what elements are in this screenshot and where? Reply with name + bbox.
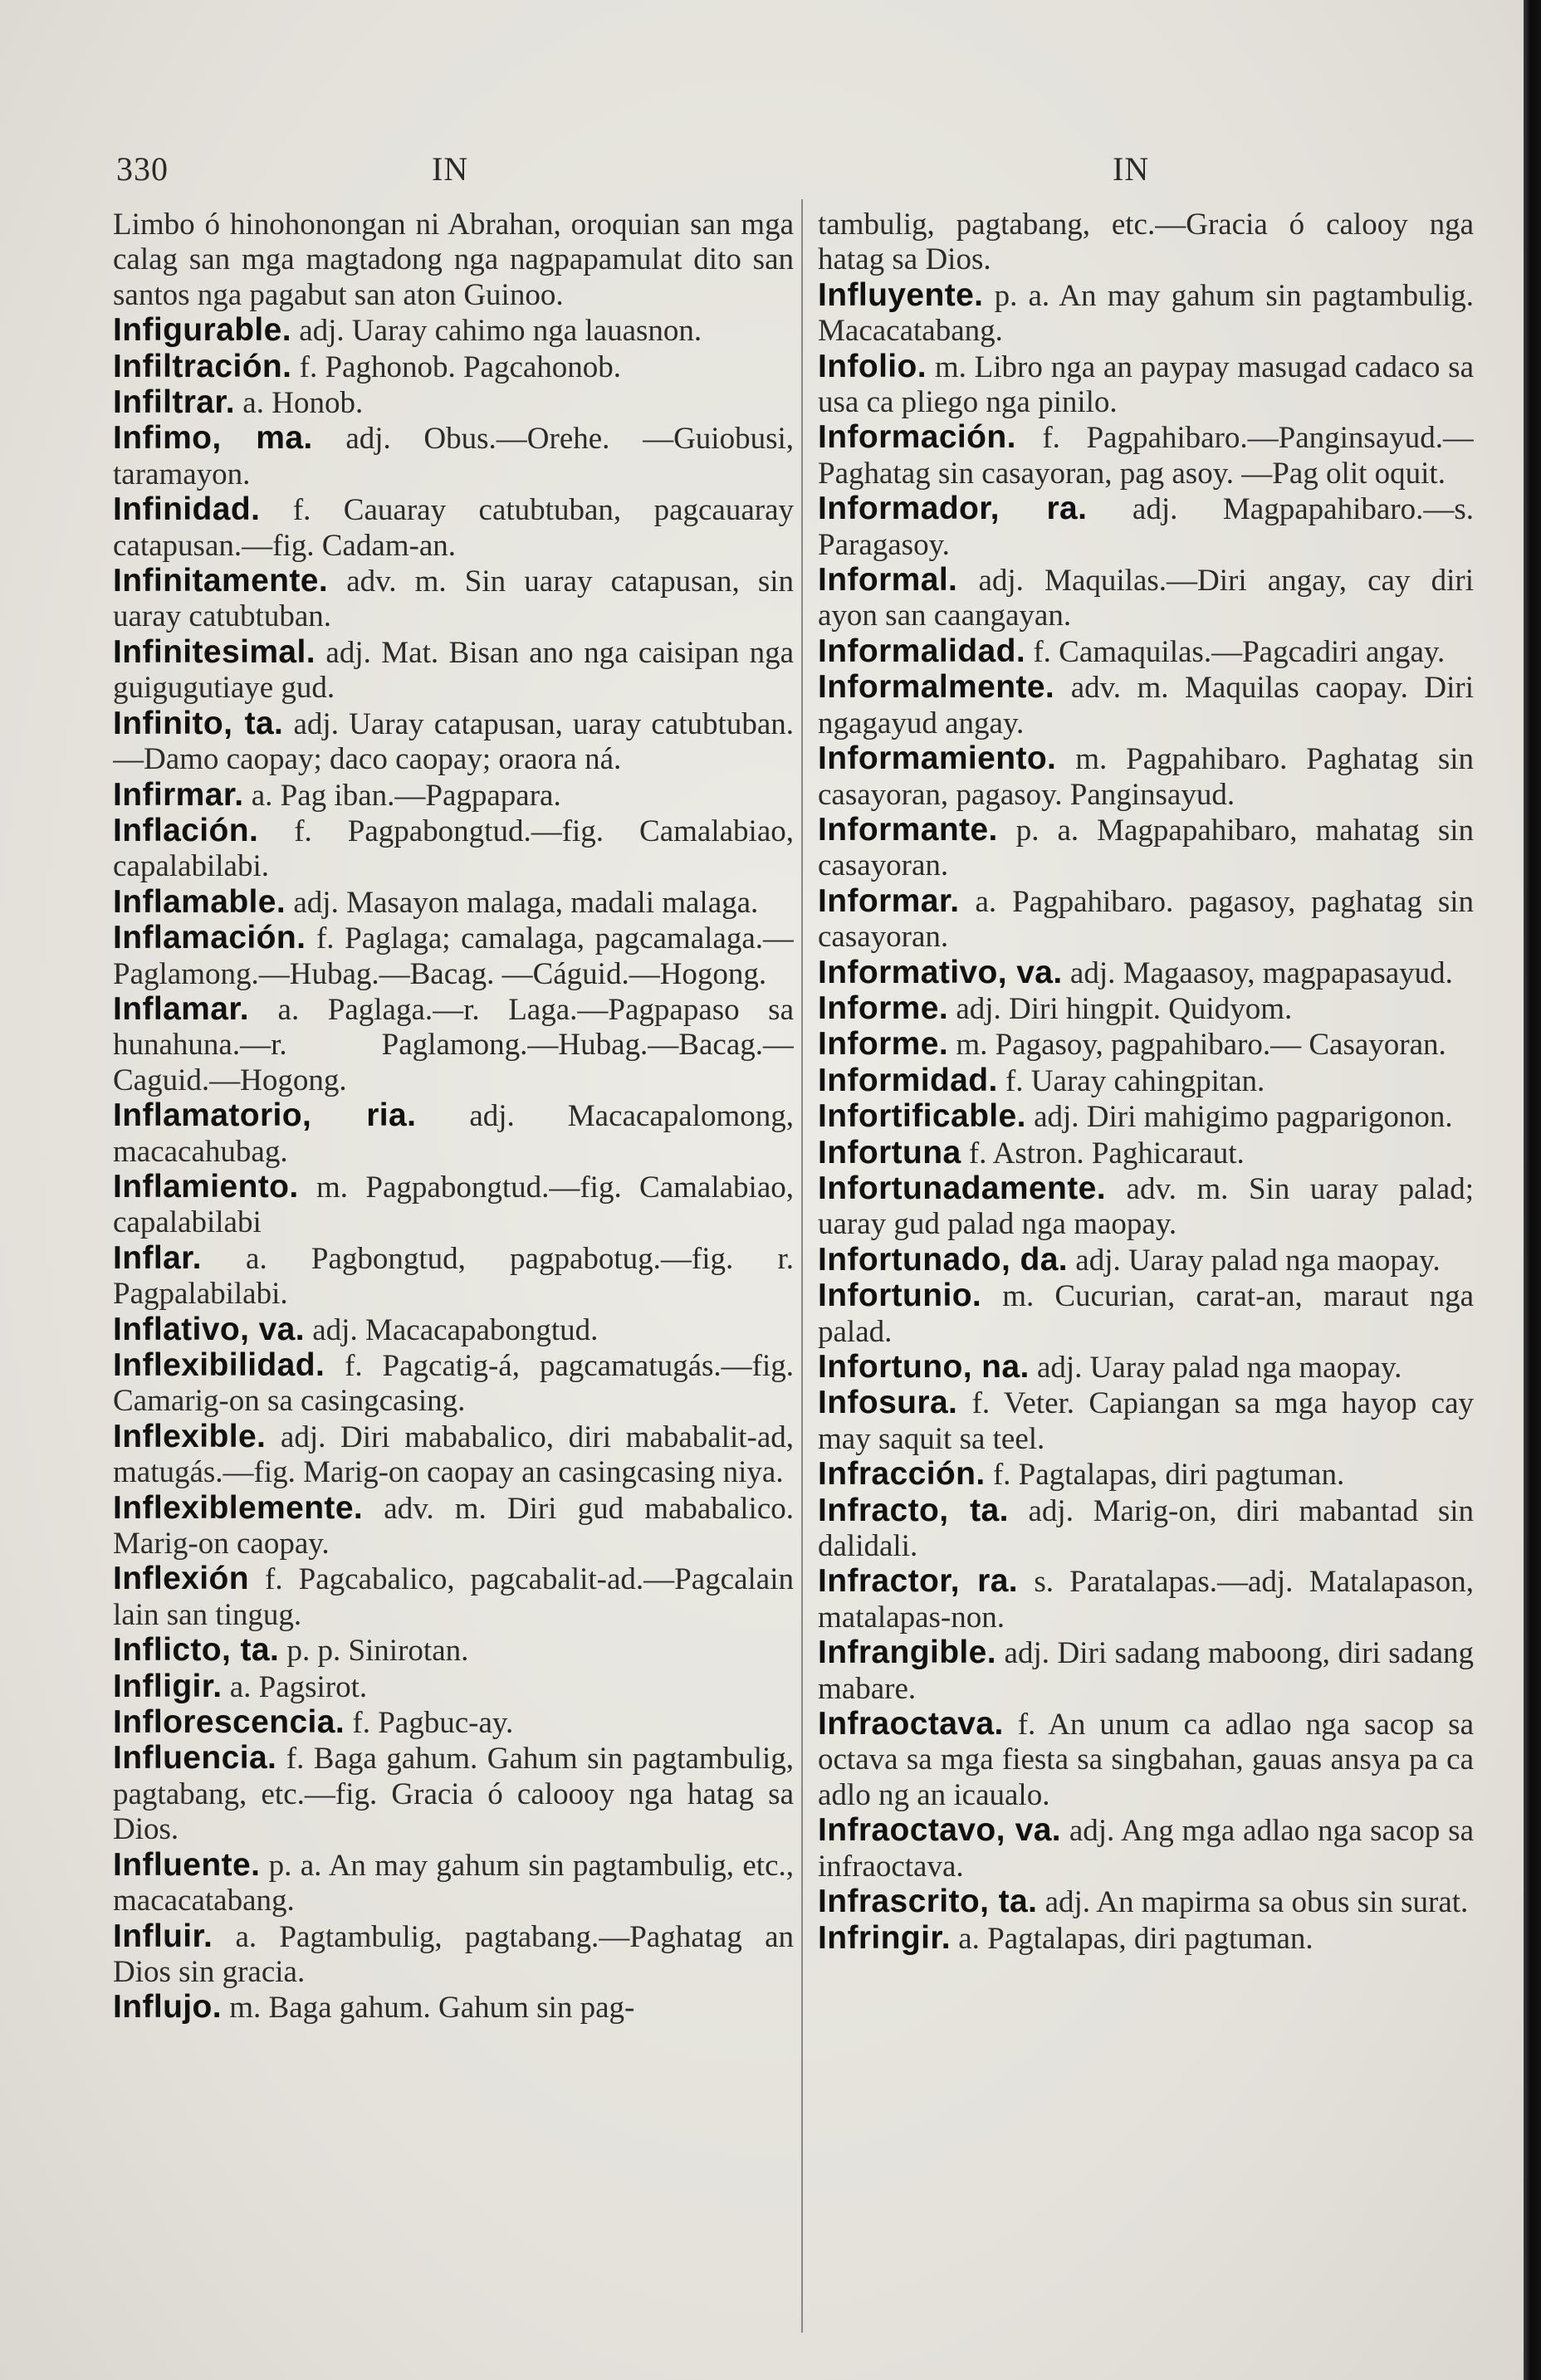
entry-definition: p. p. Sinirotan. xyxy=(286,1634,469,1669)
entry-definition: adj. Maquilas.—Diri angay, cay diri ayon san caangayan. xyxy=(818,564,1474,633)
dictionary-entry xyxy=(113,921,794,992)
entry-definition: f. Paglaga; camalaga, pagcamalaga.—Paglamong.—Hubag.—Bacag. —Cáguid.—Hogong. xyxy=(113,921,794,991)
entry-definition: f. Pagcatig-á, pagcamatugás.—fig. Camarig-on sa casingcasing. xyxy=(113,1349,794,1419)
entry-definition: adj. Mat. Bisan ano nga caisipan nga guigugutiaye gud. xyxy=(113,635,794,706)
entry-definition: f. Uaray cahingpitan. xyxy=(1005,1063,1265,1098)
entry-definition: adj. Uaray catapusan, uaray catubtuban.—Damo caopay; daco caopay; oraora ná. xyxy=(113,706,794,777)
dictionary-entry xyxy=(818,1099,1474,1135)
dictionary-entry xyxy=(113,1241,794,1312)
entry-definition: adj. Uaray palad nga maopay. xyxy=(1075,1243,1441,1278)
running-head-right: IN xyxy=(1113,150,1150,188)
dictionary-entry xyxy=(113,1705,794,1741)
dictionary-entry xyxy=(818,1813,1474,1884)
entry-definition: adj. Masayon malaga, madali malaga. xyxy=(293,885,759,920)
dictionary-entry xyxy=(113,885,794,921)
entry-headword: Inflativo, va. xyxy=(113,1311,305,1347)
entry-headword: Informativo, va. xyxy=(818,954,1063,990)
entry-definition: f. An unum ca adlao nga sacop sa octava sa mga fiesta sa singbahan, gauas ansya pa ca adlo ng an icaualo. xyxy=(818,1708,1474,1812)
entry-definition: adv. m. Sin uaray catapusan, sin uaray catubtuban. xyxy=(113,564,794,634)
entry-headword: Infigurable. xyxy=(113,312,291,349)
dictionary-entry xyxy=(113,1098,794,1170)
entry-definition: a. Paglaga.—r. Laga.—Pagpapaso sa hunahuna.—r. Paglamong.—Hubag.—Bacag.—Caguid.—Hogong. xyxy=(113,992,794,1097)
dictionary-entry xyxy=(113,313,794,349)
entry-headword: Inflamar. xyxy=(113,990,249,1027)
entry-headword: Inflamable. xyxy=(113,883,286,920)
entry-definition: p. a. An may gahum sin pagtambulig. Macacatabang. xyxy=(818,278,1474,349)
dictionary-entry xyxy=(818,634,1474,670)
entry-definition: adj. Obus.—Orehe. —Guiobusi, taramayon. xyxy=(113,422,794,491)
entry-headword: Inflamatorio, ria. xyxy=(113,1097,417,1134)
dictionary-entry xyxy=(818,1243,1474,1278)
entry-definition: adj. Macacapalomong, macacahubag. xyxy=(113,1099,794,1169)
entry-definition: a. Pagpahibaro. pagasoy, paghatag sin casayoran. xyxy=(818,884,1474,955)
entry-definition: f. Veter. Capiangan sa mga hayop cay may saquit sa teel. xyxy=(818,1386,1474,1456)
entry-headword: Inflorescencia. xyxy=(113,1704,345,1741)
entry-definition: f. Pagpahibaro.—Panginsayud.—Paghatag sin casayoran, pag asoy. —Pag olit oquit. xyxy=(818,421,1474,491)
entry-headword: Infortuno, na. xyxy=(818,1349,1030,1385)
entry-definition: adj. Diri mahigimo pagparigonon. xyxy=(1034,1100,1453,1135)
entry-headword: Informal. xyxy=(818,562,958,599)
dictionary-entry xyxy=(818,884,1474,955)
entry-definition: f. Astron. Paghicaraut. xyxy=(968,1136,1245,1170)
dictionary-entry xyxy=(113,1919,794,1991)
entry-definition: adj. Uaray cahimo nga lauasnon. xyxy=(299,314,702,349)
dictionary-entry xyxy=(113,1420,794,1491)
entry-headword: Información. xyxy=(818,419,1016,456)
entry-definition: a. Pagtambulig, pagtabang.—Paghatag an Dios sin gracia. xyxy=(113,1919,794,1989)
dictionary-entry xyxy=(818,420,1474,491)
entry-headword: Informe. xyxy=(818,990,949,1026)
entry-headword: Inflexiblemente. xyxy=(113,1489,364,1526)
dictionary-entry xyxy=(818,1564,1474,1635)
entry-definition: a. Pagbongtud, pagpabotug.—fig. r. Pagpalabilabi. xyxy=(113,1241,794,1312)
entry-headword: Influjo. xyxy=(113,1989,222,2026)
entry-headword: Influir. xyxy=(113,1918,213,1954)
dictionary-entry xyxy=(113,564,794,635)
right-column xyxy=(818,208,1474,2333)
entry-headword: Infrangible. xyxy=(818,1635,996,1671)
entry-definition: f. Paghonob. Pagcahonob. xyxy=(299,349,622,384)
entry-definition: a. Honob. xyxy=(242,386,364,421)
entry-definition: f. Pagtalapas, diri pagtuman. xyxy=(992,1458,1345,1493)
dictionary-entry xyxy=(113,492,794,564)
entry-headword: Infiltrar. xyxy=(113,384,236,421)
entry-definition: m. Libro nga an paypay masugad cadaco sa usa ca pliego nga pinilo. xyxy=(818,349,1474,420)
entry-headword: Inflexión xyxy=(113,1561,249,1597)
entry-headword: Inflación. xyxy=(113,812,259,848)
entry-headword: Infortunio. xyxy=(818,1278,982,1314)
entry-definition: a. Pagtalapas, diri pagtuman. xyxy=(958,1921,1314,1956)
entry-headword: Infinitesimal. xyxy=(113,633,316,670)
entry-definition: adj. An mapirma sa obus sin surat. xyxy=(1044,1885,1469,1920)
entry-definition: m. Pagpabongtud.—fig. Camalabiao, capalabilabi xyxy=(113,1170,794,1240)
entry-definition: m. Pagasoy, pagpahibaro.— Casayoran. xyxy=(956,1028,1446,1063)
entry-definition: f. Cauaray catubtuban, pagcauaray catapusan.—fig. Cadam-an. xyxy=(113,493,794,563)
entry-headword: Informalidad. xyxy=(818,633,1026,669)
entry-headword: Informamiento. xyxy=(818,740,1057,777)
dictionary-entry xyxy=(113,1741,794,1847)
dictionary-entry xyxy=(818,1493,1474,1565)
running-head-left: IN xyxy=(432,150,469,188)
entry-headword: Influente. xyxy=(113,1846,261,1883)
dictionary-entry xyxy=(818,349,1474,421)
dictionary-entry xyxy=(113,706,794,778)
dictionary-entry xyxy=(113,1633,794,1669)
entry-definition: m. Cucurian, carat-an, maraut nga palad. xyxy=(818,1279,1474,1349)
entry-definition: adj. Magpapahibaro.—s. Paragasoy. xyxy=(818,492,1474,562)
dictionary-entry xyxy=(818,1385,1474,1457)
entry-definition: adj. Diri mababalico, diri mababalit-ad, matugás.—fig. Marig-on caopay an casingcasing niya. xyxy=(113,1420,794,1490)
entry-headword: Inflamiento. xyxy=(113,1168,299,1205)
dictionary-entry xyxy=(113,421,794,492)
entry-definition: f. Pagpabongtud.—fig. Camalabiao, capalabilabi. xyxy=(113,814,794,884)
dictionary-entry xyxy=(818,1171,1474,1243)
entry-headword: Infracto, ta. xyxy=(818,1492,1009,1528)
dictionary-entry xyxy=(113,1491,794,1562)
entry-definition: adv. m. Sin uaray palad; uaray gud palad nga maopay. xyxy=(818,1171,1474,1242)
entry-headword: Infortunado, da. xyxy=(818,1241,1069,1278)
entry-definition: adv. m. Diri gud mababalico. Marig-on caopay. xyxy=(113,1491,794,1561)
entry-headword: Informador, ra. xyxy=(818,491,1088,527)
entry-definition: a. Pag iban.—Pagpapara. xyxy=(251,778,561,813)
entry-definition: tambulig, pagtabang, etc.—Gracia ó calooy nga hatag sa Dios. xyxy=(818,208,1474,277)
dictionary-entry xyxy=(113,635,794,706)
dictionary-entry xyxy=(113,1312,794,1348)
entry-definition: p. a. Magpapahibaro, mahatag sin casayoran. xyxy=(818,813,1474,883)
entry-headword: Informalmente. xyxy=(818,669,1055,706)
entry-headword: Infinito, ta. xyxy=(113,705,284,741)
entry-definition: Limbo ó hinohonongan ni Abrahan, oroquian san mga calag san mga magtadong nga nagpapamulat dito san santos nga pagabut san aton Guinoo. xyxy=(113,208,794,312)
entry-definition: adj. Magaasoy, magpapasayud. xyxy=(1069,955,1453,990)
dictionary-entry xyxy=(113,208,794,313)
entry-headword: Influencia. xyxy=(113,1740,277,1776)
dictionary-entry xyxy=(818,1707,1474,1813)
dictionary-entry xyxy=(818,1921,1474,1957)
dictionary-entry xyxy=(113,778,794,814)
dictionary-entry xyxy=(113,349,794,385)
entry-headword: Infortuna xyxy=(818,1134,961,1170)
entry-headword: Infiltración. xyxy=(113,348,292,384)
entry-definition: adj. Ang mga adlao nga sacop sa infraoctava. xyxy=(818,1814,1474,1884)
dictionary-entry xyxy=(818,278,1474,349)
dictionary-entry xyxy=(818,491,1474,563)
entry-headword: Infimo, ma. xyxy=(113,420,313,457)
entry-headword: Inflicto, ta. xyxy=(113,1632,280,1669)
dictionary-entry xyxy=(818,991,1474,1027)
dictionary-entry xyxy=(818,813,1474,884)
dictionary-entry xyxy=(818,1350,1474,1385)
entry-headword: Informidad. xyxy=(818,1062,998,1098)
dictionary-entry xyxy=(113,1990,794,2026)
entry-headword: Informante. xyxy=(818,811,998,848)
dictionary-entry xyxy=(818,1457,1474,1493)
entry-definition: p. a. An may gahum sin pagtambulig, etc., macacatabang. xyxy=(113,1848,794,1918)
dictionary-entry xyxy=(818,1884,1474,1920)
entry-definition: f. Pagbuc-ay. xyxy=(352,1706,514,1741)
dictionary-entry xyxy=(818,1635,1474,1707)
entry-headword: Infractor, ra. xyxy=(818,1563,1019,1600)
entry-headword: Informar. xyxy=(818,882,960,919)
entry-headword: Influyente. xyxy=(818,276,984,313)
entry-definition: f. Baga gahum. Gahum sin pagtambulig, pagtabang, etc.—fig. Gracia ó caloooy nga hatag sa Dios. xyxy=(113,1742,794,1847)
entry-headword: Infortificable. xyxy=(818,1098,1026,1135)
entry-definition: a. Pagsirot. xyxy=(229,1669,368,1704)
entry-definition: f. Pagcabalico, pagcabalit-ad.—Pagcalain lain san tingug. xyxy=(113,1562,794,1632)
dictionary-entry xyxy=(818,563,1474,634)
scan-edge xyxy=(1524,0,1541,2380)
entry-headword: Infligir. xyxy=(113,1668,223,1704)
entry-definition: s. Paratalapas.—adj. Matalapason, matalapas-non. xyxy=(818,1565,1474,1635)
entry-headword: Infosura. xyxy=(818,1385,958,1421)
dictionary-entry xyxy=(113,1348,794,1420)
dictionary-entry xyxy=(818,1027,1474,1063)
page-number: 330 xyxy=(116,150,169,188)
dictionary-entry xyxy=(113,385,794,421)
entry-headword: Informe. xyxy=(818,1026,949,1063)
entry-headword: Infraoctava. xyxy=(818,1706,1004,1742)
entry-headword: Infringir. xyxy=(818,1919,951,1956)
dictionary-entry xyxy=(818,955,1474,991)
dictionary-entry xyxy=(113,1561,794,1633)
entry-headword: Infolio. xyxy=(818,348,927,384)
entry-headword: Inflexibilidad. xyxy=(113,1347,325,1383)
dictionary-entry xyxy=(113,1170,794,1241)
dictionary-entry xyxy=(818,741,1474,813)
entry-headword: Inflexible. xyxy=(113,1418,267,1454)
entry-headword: Infraoctavo, va. xyxy=(818,1812,1062,1849)
entry-definition: adj. Marig-on, diri mabantad sin dalidali. xyxy=(818,1493,1474,1564)
entry-definition: f. Camaquilas.—Pagcadiri angay. xyxy=(1033,634,1446,669)
entry-headword: Infinidad. xyxy=(113,491,261,528)
dictionary-entry xyxy=(113,992,794,1098)
entry-definition: adj. Diri hingpit. Quidyom. xyxy=(956,991,1293,1026)
dictionary-entry xyxy=(818,670,1474,741)
entry-headword: Inflar. xyxy=(113,1239,202,1276)
entry-headword: Infinitamente. xyxy=(113,563,329,599)
dictionary-entry xyxy=(113,1669,794,1705)
entry-headword: Infracción. xyxy=(818,1456,986,1493)
dictionary-entry xyxy=(113,1848,794,1919)
left-column xyxy=(113,208,794,2333)
entry-definition: adv. m. Maquilas caopay. Diri ngagayud angay. xyxy=(818,671,1474,740)
entry-definition: m. Pagpahibaro. Paghatag sin casayoran, pagasoy. Panginsayud. xyxy=(818,742,1474,812)
dictionary-entry xyxy=(113,814,794,885)
dictionary-entry xyxy=(818,1063,1474,1099)
entry-definition: m. Baga gahum. Gahum sin pag- xyxy=(229,1991,635,2026)
entry-definition: adj. Diri sadang maboong, diri sadang mabare. xyxy=(818,1636,1474,1706)
dictionary-entry xyxy=(818,208,1474,278)
dictionary-entry xyxy=(818,1136,1474,1171)
entry-headword: Infortunadamente. xyxy=(818,1170,1106,1206)
entry-headword: Inflamación. xyxy=(113,920,306,956)
dictionary-entry xyxy=(818,1278,1474,1350)
entry-definition: adj. Uaray palad nga maopay. xyxy=(1036,1351,1402,1385)
entry-definition: adj. Macacapabongtud. xyxy=(312,1312,599,1347)
entry-headword: Infrascrito, ta. xyxy=(818,1884,1038,1920)
entry-headword: Infirmar. xyxy=(113,776,244,813)
column-divider xyxy=(801,199,803,2333)
